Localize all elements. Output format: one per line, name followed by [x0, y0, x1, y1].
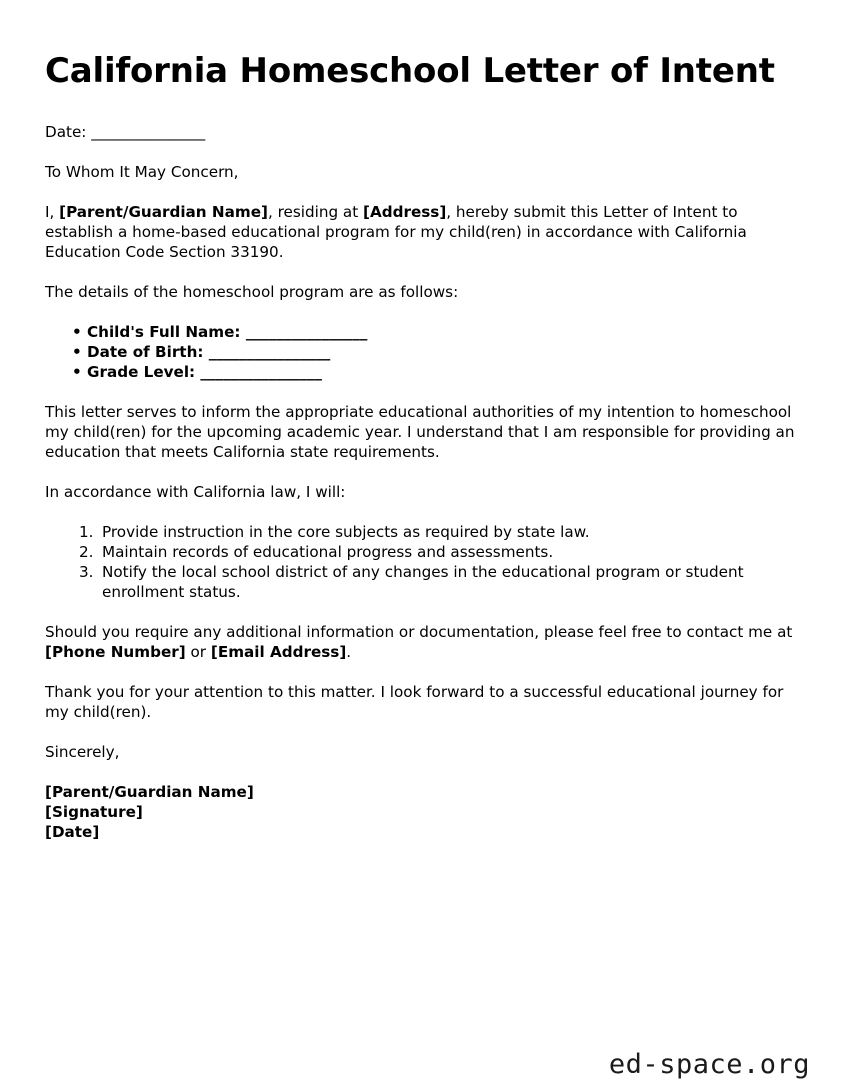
list-item: Notify the local school district of any changes in the educational program or student enrollment status. — [102, 563, 744, 602]
detail-blank-field[interactable]: ________________ — [200, 363, 322, 382]
document-body — [45, 52, 797, 842]
placeholder-parent-name: [Parent/Guardian Name] — [59, 203, 268, 222]
placeholder-phone-number: [Phone Number] — [45, 643, 186, 662]
contact-paragraph — [45, 622, 797, 662]
list-item: Provide instruction in the core subjects as required by state law. — [102, 523, 590, 542]
detail-label: Grade Level: — [87, 363, 196, 382]
intro-part-2: , residing at — [267, 203, 364, 222]
detail-blank-field[interactable]: ________________ — [245, 323, 368, 342]
intro-paragraph — [45, 202, 797, 262]
contact-part-3: . — [346, 643, 352, 662]
list-item — [87, 322, 797, 342]
contact-part-2: or — [185, 643, 211, 662]
salutation: To Whom It May Concern, — [45, 163, 239, 182]
detail-label: Child's Full Name: — [87, 323, 241, 342]
list-item — [87, 362, 797, 382]
intro-part-1: I, — [45, 203, 60, 222]
closing-paragraph: Thank you for your attention to this matter. I look forward to a successful educational journey for my child(ren). — [45, 683, 784, 722]
details-list — [45, 322, 797, 382]
signature-line-date: [Date] — [45, 823, 100, 842]
details-lead: The details of the homeschool program are as follows: — [45, 283, 459, 302]
intro-part-3: , hereby submit this Letter of Intent to establish a home-based educational program for my child(ren) in accordance with California Education Code Section 33190. — [45, 203, 747, 262]
detail-label: Date of Birth: — [87, 343, 204, 362]
placeholder-address: [Address] — [363, 203, 447, 222]
contact-part-1: Should you require any additional information or documentation, please feel free to contact me at — [45, 623, 793, 642]
placeholder-email-address: [Email Address] — [210, 643, 347, 662]
date-label: Date: — [45, 123, 87, 142]
detail-blank-field[interactable]: ________________ — [208, 343, 331, 362]
purpose-paragraph: This letter serves to inform the appropriate educational authorities of my intention to homeschool my child(ren) for the upcoming academic year. I understand that I am responsible for providing an education that meets California state requirements. — [45, 403, 795, 462]
obligations-lead: In accordance with California law, I will: — [45, 483, 346, 502]
page-title: California Homeschool Letter of Intent — [45, 51, 775, 91]
site-watermark: ed-space.org — [608, 1049, 810, 1080]
list-item: Maintain records of educational progress and assessments. — [102, 543, 554, 562]
date-blank-field[interactable]: _______________ — [91, 123, 206, 142]
date-line — [45, 122, 797, 142]
signature-line-signature: [Signature] — [45, 803, 143, 822]
signature-block — [45, 782, 797, 842]
signature-line-name: [Parent/Guardian Name] — [45, 783, 254, 802]
list-item — [87, 342, 797, 362]
sign-off: Sincerely, — [45, 743, 120, 762]
obligations-list — [45, 522, 797, 602]
